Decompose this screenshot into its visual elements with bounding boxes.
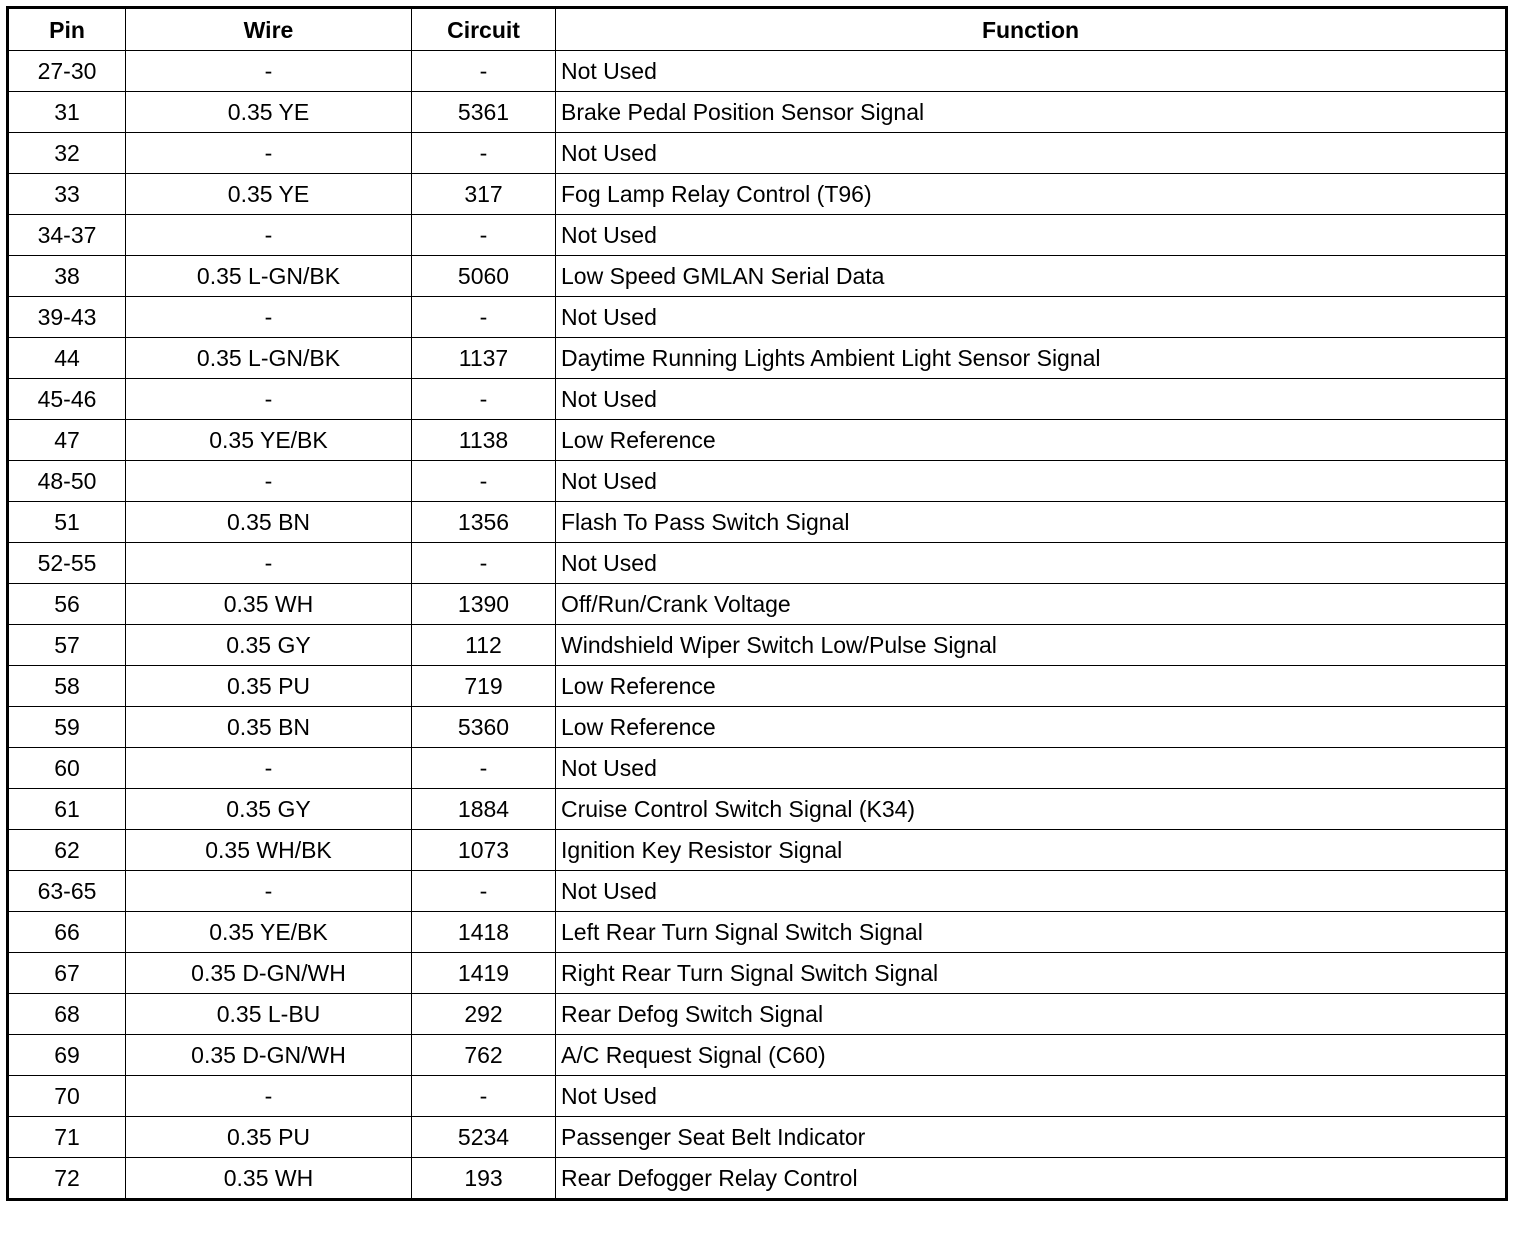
function-cell: Not Used <box>556 748 1507 789</box>
circuit-cell: - <box>412 51 556 92</box>
pin-cell: 38 <box>8 256 126 297</box>
pin-cell: 34-37 <box>8 215 126 256</box>
wire-cell: - <box>126 215 412 256</box>
wire-cell: 0.35 L-GN/BK <box>126 338 412 379</box>
wire-cell: - <box>126 461 412 502</box>
wire-cell: 0.35 GY <box>126 789 412 830</box>
circuit-cell: - <box>412 871 556 912</box>
wire-cell: - <box>126 543 412 584</box>
function-cell: Off/Run/Crank Voltage <box>556 584 1507 625</box>
circuit-cell: - <box>412 379 556 420</box>
circuit-cell: - <box>412 1076 556 1117</box>
wire-cell: - <box>126 297 412 338</box>
wire-cell: 0.35 YE <box>126 174 412 215</box>
table-row <box>8 297 1507 338</box>
circuit-cell: 1138 <box>412 420 556 461</box>
function-cell: Low Speed GMLAN Serial Data <box>556 256 1507 297</box>
pin-cell: 63-65 <box>8 871 126 912</box>
pin-cell: 56 <box>8 584 126 625</box>
table-row <box>8 461 1507 502</box>
circuit-cell: - <box>412 748 556 789</box>
header-row <box>8 8 1507 51</box>
wire-cell: - <box>126 1076 412 1117</box>
table-row <box>8 707 1507 748</box>
circuit-cell: - <box>412 297 556 338</box>
pin-cell: 39-43 <box>8 297 126 338</box>
function-cell: Low Reference <box>556 666 1507 707</box>
table-row <box>8 92 1507 133</box>
pin-cell: 67 <box>8 953 126 994</box>
header-circuit: Circuit <box>412 8 556 51</box>
function-cell: Not Used <box>556 297 1507 338</box>
pin-cell: 66 <box>8 912 126 953</box>
function-cell: A/C Request Signal (C60) <box>556 1035 1507 1076</box>
function-cell: Not Used <box>556 871 1507 912</box>
circuit-cell: 193 <box>412 1158 556 1200</box>
wire-cell: 0.35 L-BU <box>126 994 412 1035</box>
circuit-cell: 5360 <box>412 707 556 748</box>
wire-cell: 0.35 WH <box>126 1158 412 1200</box>
wire-cell: 0.35 YE/BK <box>126 912 412 953</box>
circuit-cell: 762 <box>412 1035 556 1076</box>
function-cell: Not Used <box>556 543 1507 584</box>
table-row <box>8 830 1507 871</box>
pin-cell: 32 <box>8 133 126 174</box>
wire-cell: 0.35 D-GN/WH <box>126 953 412 994</box>
wire-cell: 0.35 D-GN/WH <box>126 1035 412 1076</box>
function-cell: Not Used <box>556 133 1507 174</box>
table-row <box>8 256 1507 297</box>
table-row <box>8 912 1507 953</box>
table-header <box>8 8 1507 51</box>
function-cell: Fog Lamp Relay Control (T96) <box>556 174 1507 215</box>
circuit-cell: 719 <box>412 666 556 707</box>
function-cell: Rear Defog Switch Signal <box>556 994 1507 1035</box>
function-cell: Flash To Pass Switch Signal <box>556 502 1507 543</box>
function-cell: Passenger Seat Belt Indicator <box>556 1117 1507 1158</box>
table-row <box>8 953 1507 994</box>
circuit-cell: - <box>412 543 556 584</box>
function-cell: Low Reference <box>556 707 1507 748</box>
function-cell: Windshield Wiper Switch Low/Pulse Signal <box>556 625 1507 666</box>
header-wire: Wire <box>126 8 412 51</box>
circuit-cell: 5234 <box>412 1117 556 1158</box>
pin-cell: 68 <box>8 994 126 1035</box>
wire-cell: 0.35 PU <box>126 666 412 707</box>
circuit-cell: 1390 <box>412 584 556 625</box>
pin-cell: 45-46 <box>8 379 126 420</box>
wire-cell: - <box>126 748 412 789</box>
pin-cell: 47 <box>8 420 126 461</box>
table-row <box>8 133 1507 174</box>
function-cell: Left Rear Turn Signal Switch Signal <box>556 912 1507 953</box>
function-cell: Daytime Running Lights Ambient Light Sensor Signal <box>556 338 1507 379</box>
table-row <box>8 502 1507 543</box>
table-row <box>8 625 1507 666</box>
circuit-cell: 112 <box>412 625 556 666</box>
circuit-cell: - <box>412 133 556 174</box>
circuit-cell: 1419 <box>412 953 556 994</box>
pin-cell: 60 <box>8 748 126 789</box>
pin-cell: 71 <box>8 1117 126 1158</box>
wire-cell: 0.35 BN <box>126 502 412 543</box>
pin-cell: 51 <box>8 502 126 543</box>
wire-cell: 0.35 YE/BK <box>126 420 412 461</box>
wire-cell: - <box>126 379 412 420</box>
function-cell: Not Used <box>556 1076 1507 1117</box>
circuit-cell: 292 <box>412 994 556 1035</box>
wire-cell: 0.35 BN <box>126 707 412 748</box>
circuit-cell: 5060 <box>412 256 556 297</box>
wire-cell: - <box>126 871 412 912</box>
pin-cell: 44 <box>8 338 126 379</box>
table-row <box>8 1035 1507 1076</box>
function-cell: Not Used <box>556 461 1507 502</box>
table-row <box>8 51 1507 92</box>
circuit-cell: 1884 <box>412 789 556 830</box>
pin-cell: 48-50 <box>8 461 126 502</box>
table-row <box>8 1117 1507 1158</box>
table-row <box>8 420 1507 461</box>
circuit-cell: 317 <box>412 174 556 215</box>
circuit-cell: 1073 <box>412 830 556 871</box>
wire-cell: - <box>126 133 412 174</box>
pin-cell: 72 <box>8 1158 126 1200</box>
pin-cell: 27-30 <box>8 51 126 92</box>
function-cell: Low Reference <box>556 420 1507 461</box>
wire-cell: 0.35 PU <box>126 1117 412 1158</box>
function-cell: Ignition Key Resistor Signal <box>556 830 1507 871</box>
table-row <box>8 748 1507 789</box>
wire-cell: 0.35 WH/BK <box>126 830 412 871</box>
wire-cell: 0.35 GY <box>126 625 412 666</box>
table-row <box>8 871 1507 912</box>
table-body <box>8 51 1507 1200</box>
table-row <box>8 338 1507 379</box>
table-row <box>8 584 1507 625</box>
pin-table <box>6 6 1508 1201</box>
function-cell: Not Used <box>556 215 1507 256</box>
function-cell: Not Used <box>556 51 1507 92</box>
pin-cell: 69 <box>8 1035 126 1076</box>
table-row <box>8 1076 1507 1117</box>
pin-cell: 57 <box>8 625 126 666</box>
wire-cell: 0.35 YE <box>126 92 412 133</box>
function-cell: Brake Pedal Position Sensor Signal <box>556 92 1507 133</box>
wire-cell: 0.35 L-GN/BK <box>126 256 412 297</box>
table-row <box>8 215 1507 256</box>
circuit-cell: 1137 <box>412 338 556 379</box>
pin-cell: 31 <box>8 92 126 133</box>
table-row <box>8 174 1507 215</box>
wire-cell: - <box>126 51 412 92</box>
pin-cell: 70 <box>8 1076 126 1117</box>
pin-cell: 59 <box>8 707 126 748</box>
function-cell: Right Rear Turn Signal Switch Signal <box>556 953 1507 994</box>
pin-cell: 33 <box>8 174 126 215</box>
header-function: Function <box>556 8 1507 51</box>
function-cell: Cruise Control Switch Signal (K34) <box>556 789 1507 830</box>
pin-cell: 61 <box>8 789 126 830</box>
circuit-cell: - <box>412 461 556 502</box>
table-row <box>8 1158 1507 1200</box>
table-row <box>8 543 1507 584</box>
pin-cell: 58 <box>8 666 126 707</box>
circuit-cell: 5361 <box>412 92 556 133</box>
pin-cell: 62 <box>8 830 126 871</box>
circuit-cell: - <box>412 215 556 256</box>
circuit-cell: 1356 <box>412 502 556 543</box>
function-cell: Rear Defogger Relay Control <box>556 1158 1507 1200</box>
pin-cell: 52-55 <box>8 543 126 584</box>
header-pin: Pin <box>8 8 126 51</box>
table-row <box>8 666 1507 707</box>
table-row <box>8 789 1507 830</box>
circuit-cell: 1418 <box>412 912 556 953</box>
function-cell: Not Used <box>556 379 1507 420</box>
wire-cell: 0.35 WH <box>126 584 412 625</box>
table-row <box>8 379 1507 420</box>
table-row <box>8 994 1507 1035</box>
